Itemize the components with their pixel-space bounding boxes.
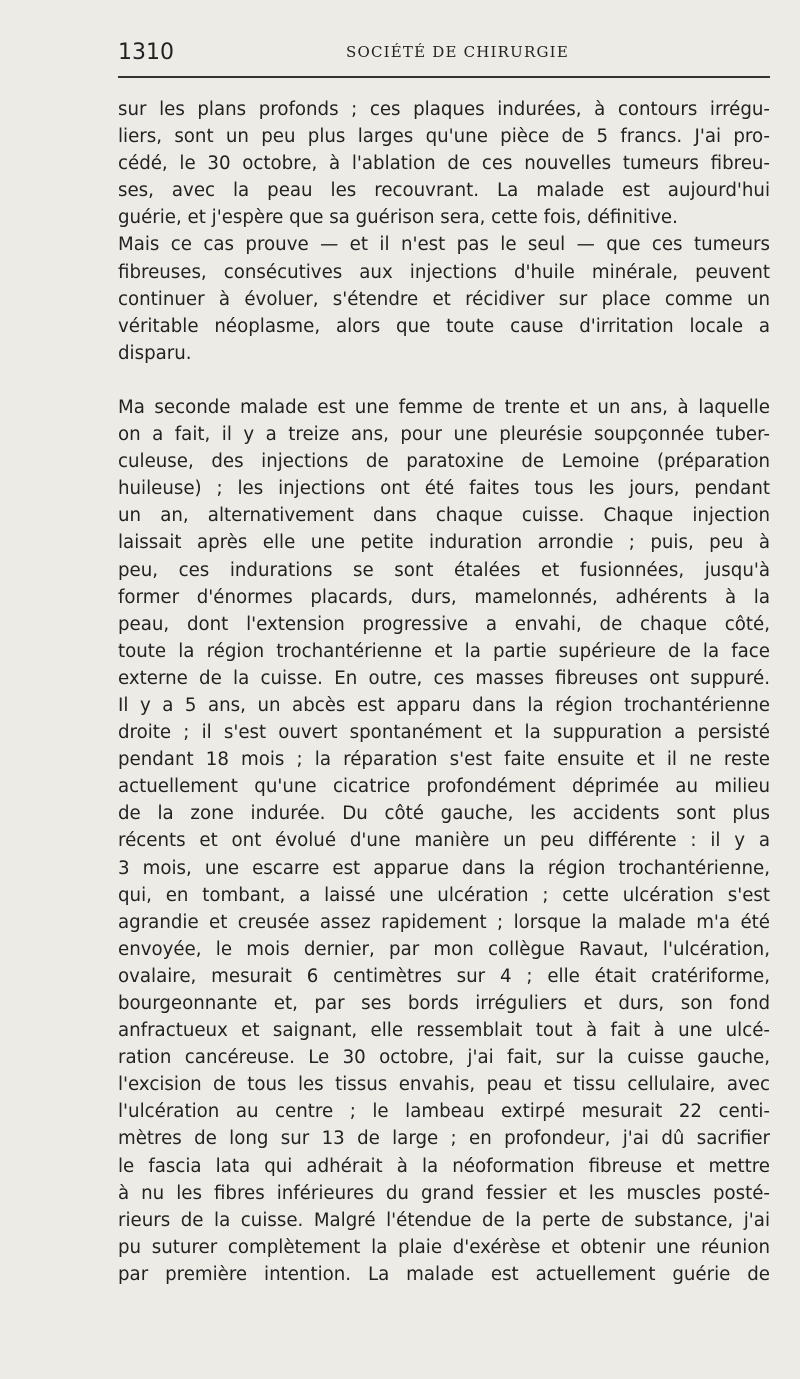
text-line: actuellement qu'une cicatrice profondément déprimée au milieu: [118, 776, 770, 798]
text-line: récents et ont évolué d'une manière un peu différente : il y a: [118, 830, 770, 852]
text-line: externe de la cuisse. En outre, ces masses fibreuses ont suppuré.: [118, 667, 770, 689]
text-line: envoyée, le mois dernier, par mon collègue Ravaut, l'ulcération,: [118, 938, 770, 960]
text-line: mètres de long sur 13 de large ; en profondeur, j'ai dû sacrifier: [118, 1128, 770, 1150]
body-text: [118, 96, 770, 1288]
text-line: un an, alternativement dans chaque cuisse. Chaque injection: [118, 505, 770, 527]
text-line: rieurs de la cuisse. Malgré l'étendue de la perte de substance, j'ai: [118, 1209, 770, 1231]
text-line: à nu les fibres inférieures du grand fessier et les muscles posté-: [118, 1182, 770, 1204]
text-line: agrandie et creusée assez rapidement ; lorsque la malade m'a été: [118, 911, 770, 933]
text-line: culeuse, des injections de paratoxine de Lemoine (préparation: [118, 451, 770, 473]
header-rule: [118, 76, 770, 78]
text-line: ration cancéreuse. Le 30 octobre, j'ai fait, sur la cuisse gauche,: [118, 1047, 770, 1069]
text-line: cédé, le 30 octobre, à l'ablation de ces nouvelles tumeurs fibreu-: [118, 153, 770, 175]
text-line: qui, en tombant, a laissé une ulcération ; cette ulcération s'est: [118, 884, 770, 906]
text-line: laissait après elle une petite induration arrondie ; puis, peu à: [118, 532, 770, 554]
text-line: ovalaire, mesurait 6 centimètres sur 4 ; elle était cratériforme,: [118, 965, 770, 987]
text-line: l'excision de tous les tissus envahis, peau et tissu cellulaire, avec: [118, 1074, 770, 1096]
text-line: anfractueux et saignant, elle ressemblait tout à fait à une ulcé-: [118, 1020, 770, 1042]
paragraph: [118, 231, 770, 366]
paragraph-gap: [118, 367, 770, 394]
text-line: l'ulcération au centre ; le lambeau extirpé mesurait 22 centi-: [118, 1101, 770, 1123]
text-line: guérie, et j'espère que sa guérison sera, cette fois, définitive.: [118, 207, 678, 229]
text-line: le fascia lata qui adhérait à la néoformation fibreuse et mettre: [118, 1155, 770, 1177]
text-line: Il y a 5 ans, un abcès est apparu dans la région trochantérienne: [118, 694, 770, 716]
text-line: droite ; il s'est ouvert spontanément et la suppuration a persisté: [118, 722, 770, 744]
text-line: on a fait, il y a treize ans, pour une pleurésie soupçonnée tuber-: [118, 424, 770, 446]
text-line: huileuse) ; les injections ont été faites tous les jours, pendant: [118, 478, 770, 500]
text-line: ses, avec la peau les recouvrant. La malade est aujourd'hui: [118, 180, 770, 202]
text-line: liers, sont un peu plus larges qu'une pièce de 5 francs. J'ai pro-: [118, 126, 770, 148]
text-line: pu suturer complètement la plaie d'exérèse et obtenir une réunion: [118, 1236, 770, 1258]
text-line: toute la région trochantérienne et la partie supérieure de la face: [118, 640, 770, 662]
text-line: former d'énormes placards, durs, mamelonnés, adhérents à la: [118, 586, 770, 608]
paragraph: [118, 394, 770, 1288]
text-line: peau, dont l'extension progressive a envahi, de chaque côté,: [118, 613, 770, 635]
page-header: [118, 40, 770, 66]
text-line: peu, ces indurations se sont étalées et fusionnées, jusqu'à: [118, 559, 770, 581]
text-line: pendant 18 mois ; la réparation s'est faite ensuite et il ne reste: [118, 749, 770, 771]
text-line: continuer à évoluer, s'étendre et récidiver sur place comme un: [118, 288, 770, 310]
text-line: 3 mois, une escarre est apparue dans la région trochantérienne,: [118, 857, 770, 879]
text-line: fibreuses, consécutives aux injections d'huile minérale, peuvent: [118, 261, 770, 283]
text-line: Ma seconde malade est une femme de trente et un ans, à laquelle: [118, 396, 770, 418]
text-line: disparu.: [118, 342, 192, 364]
text-line: véritable néoplasme, alors que toute cause d'irritation locale a: [118, 315, 770, 337]
paragraph: [118, 96, 770, 231]
text-line: sur les plans profonds ; ces plaques indurées, à contours irrégu-: [118, 99, 770, 120]
text-line: de la zone indurée. Du côté gauche, les accidents sont plus: [118, 803, 770, 825]
running-title: SOCIÉTÉ DE CHIRURGIE: [346, 43, 569, 61]
text-line: par première intention. La malade est actuellement guérie de: [118, 1263, 770, 1285]
page-number: 1310: [118, 40, 174, 65]
text-line: Mais ce cas prouve — et il n'est pas le seul — que ces tumeurs: [118, 234, 770, 256]
text-line: bourgeonnante et, par ses bords irréguliers et durs, son fond: [118, 993, 770, 1014]
